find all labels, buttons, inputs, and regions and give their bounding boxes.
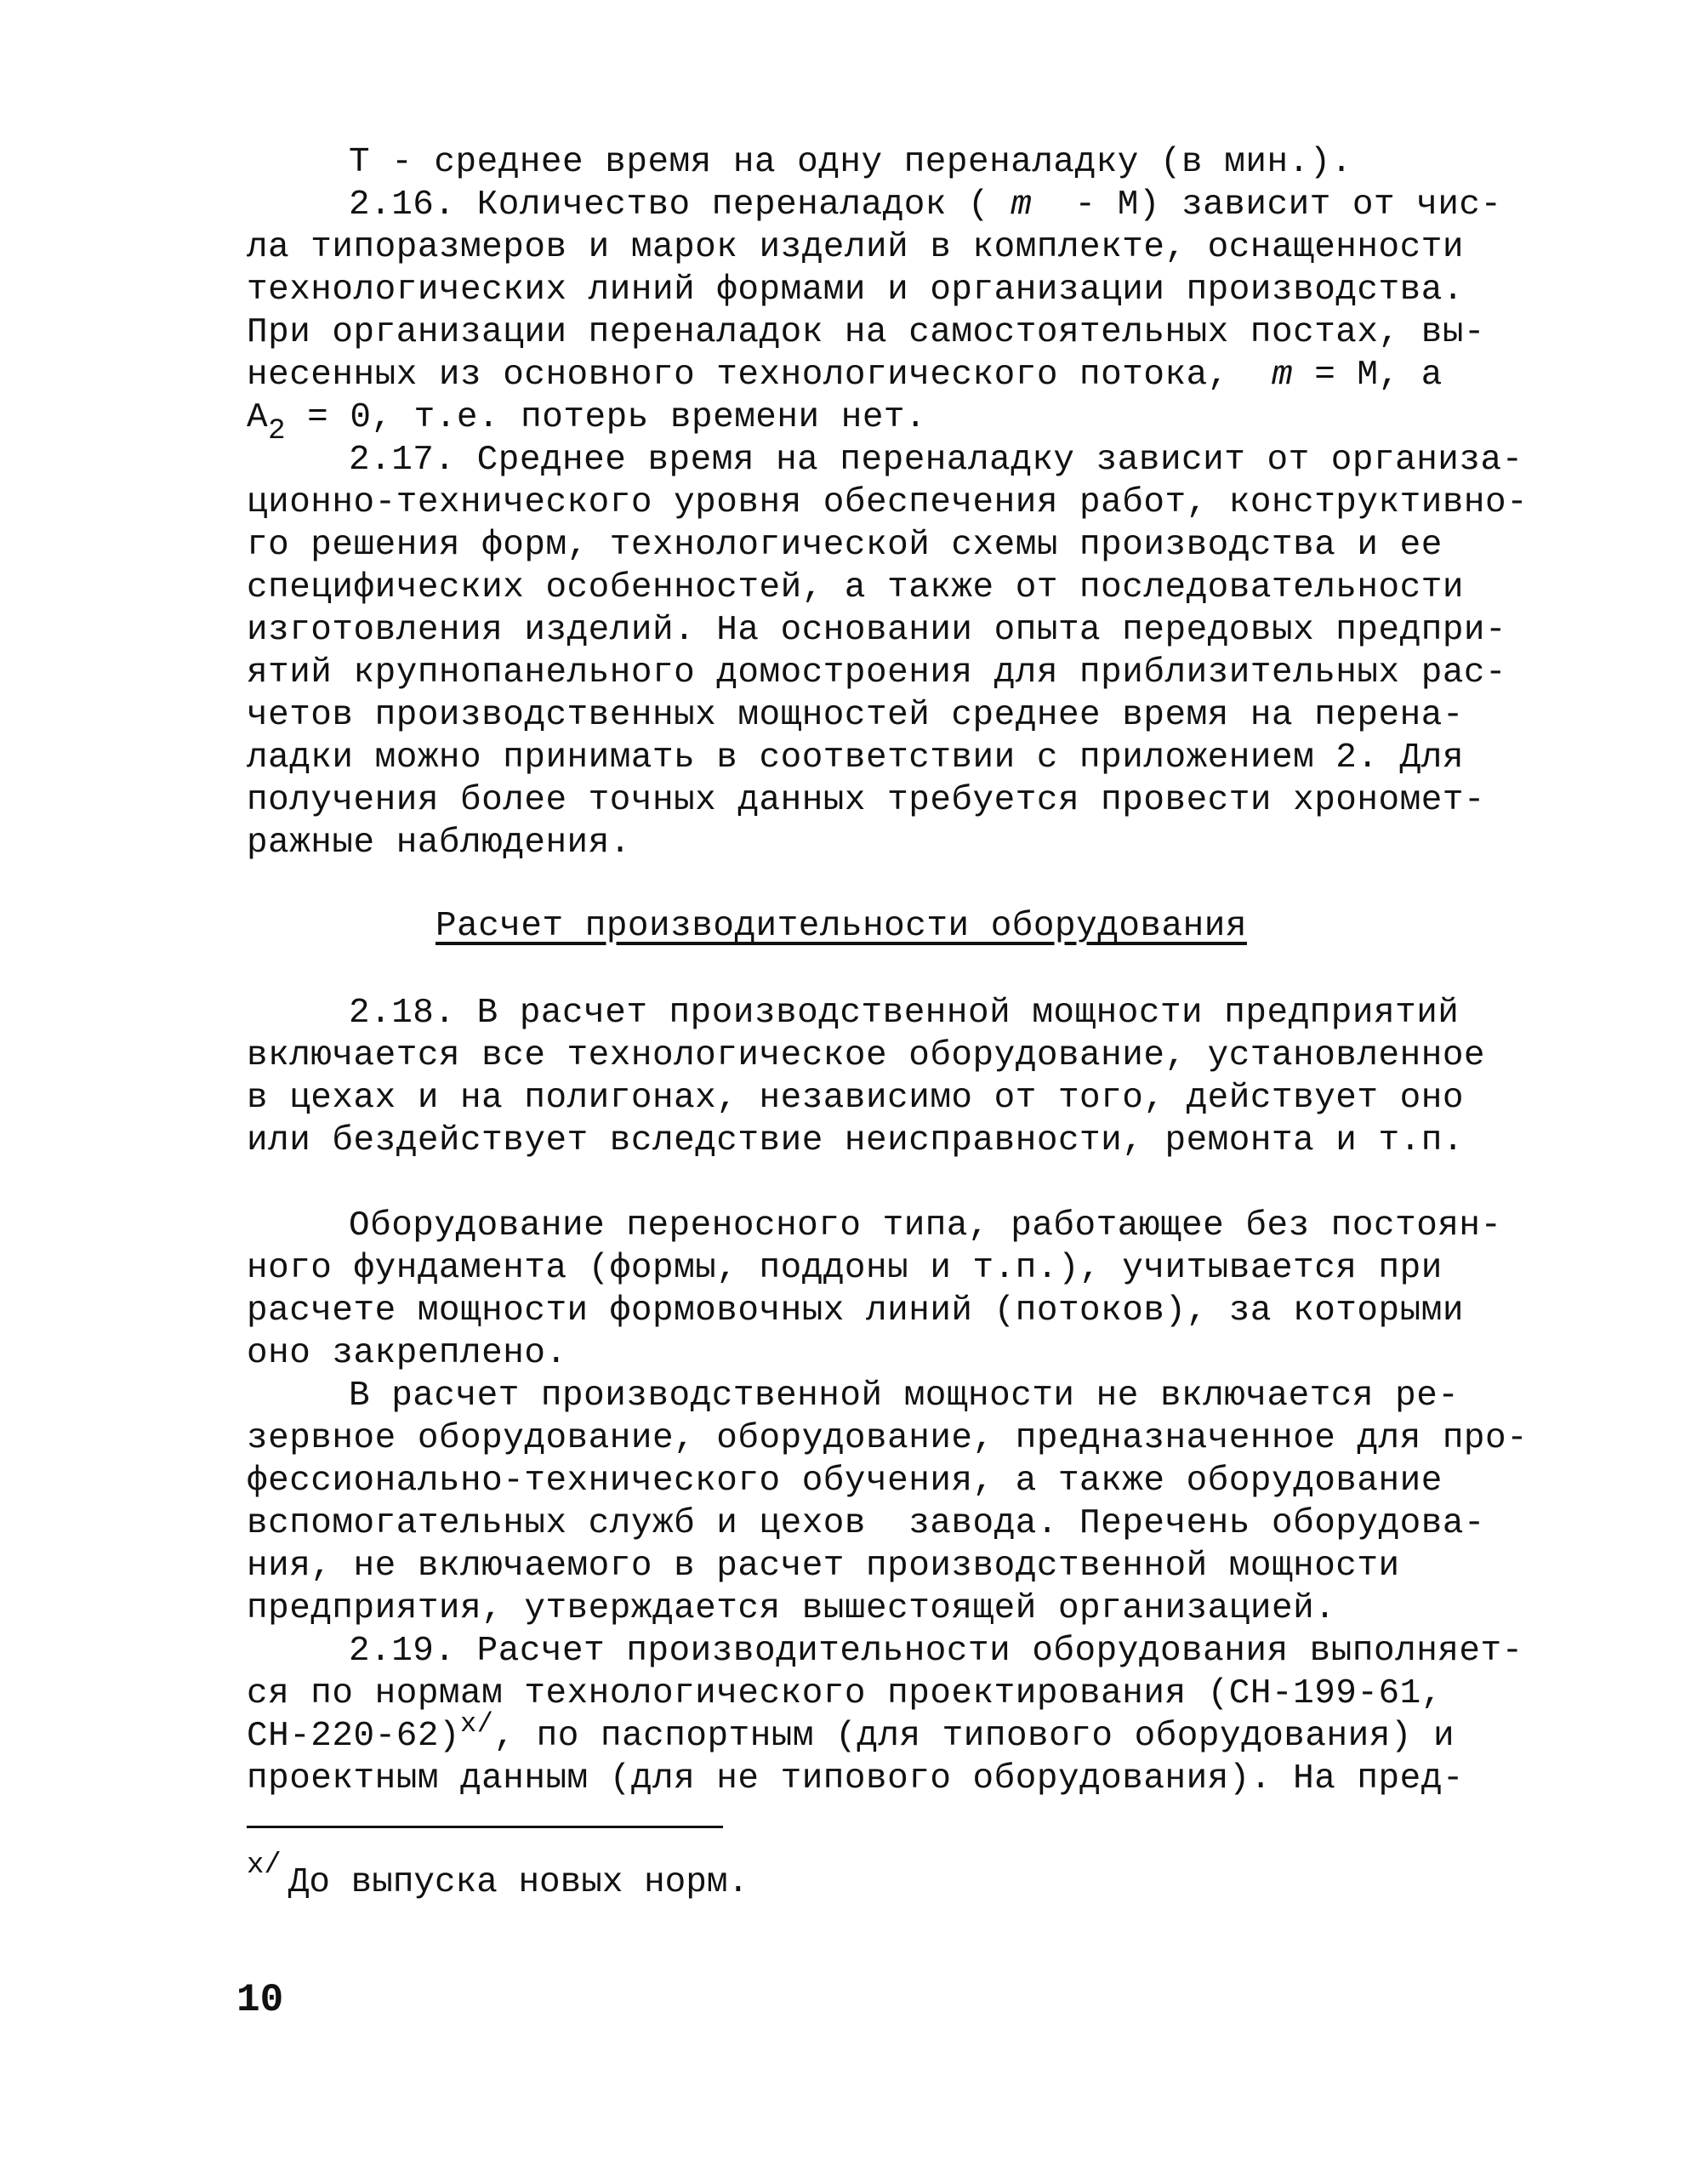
text-fragment: 2.16. Количество переналадок ( — [349, 185, 1011, 225]
text-fragment: = 0, т.е. потерь времени нет. — [286, 398, 927, 437]
text-line: зервное оборудование, оборудование, предназначенное для про- — [247, 1419, 1529, 1458]
text-line: Оборудование переносного типа, работающее без постоян- — [349, 1206, 1502, 1245]
text-line: ла типоразмеров и марок изделий в комплекте, оснащенности — [247, 228, 1464, 267]
subscript: 2 — [268, 415, 287, 447]
text-fragment: = М, а — [1293, 356, 1443, 395]
text-line: или бездействует вследствие неисправности, ремонта и т.п. — [247, 1121, 1464, 1160]
text-line: проектным данным (для не типового оборудования). На пред- — [247, 1759, 1464, 1798]
text-line: ционно-технического уровня обеспечения работ, конструктивно- — [247, 483, 1529, 522]
page-number: 10 — [236, 1978, 284, 2022]
text-line: четов производственных мощностей среднее время на перена- — [247, 696, 1464, 735]
text-line: ного фундамента (формы, поддоны и т.п.), учитывается при — [247, 1249, 1443, 1288]
section-heading: Расчет производительности оборудования — [436, 907, 1247, 946]
text-fragment: СН-220-62) — [247, 1717, 461, 1756]
text-fragment: , по паспортным (для типового оборудования) и — [493, 1717, 1455, 1756]
text-fragment: А — [247, 398, 269, 437]
footnote-mark: х/ — [247, 1849, 282, 1882]
text-line: технологических линий формами и организации производства. — [247, 271, 1464, 310]
text-line: включается все технологическое оборудование, установленное — [247, 1036, 1486, 1075]
footnote-reference: х/ — [460, 1708, 494, 1740]
text-line: 2.17. Среднее время на переналадку зависит от организа- — [349, 441, 1523, 480]
text-line: ладки можно принимать в соответствии с приложением 2. Для — [247, 738, 1464, 778]
text-line: В расчет производственной мощности не включается ре- — [349, 1376, 1460, 1416]
text-line: го решения форм, технологической схемы производства и ее — [247, 526, 1443, 565]
text-line: ражные наблюдения. — [247, 824, 631, 863]
footnote-text: До выпуска новых норм. — [288, 1863, 749, 1902]
text-line: изготовления изделий. На основании опыта передовых предпри- — [247, 611, 1507, 650]
text-line: Т - среднее время на одну переналадку (в мин.). — [349, 143, 1352, 182]
text-line: в цехах и на полигонах, независимо от того, действует оно — [247, 1079, 1464, 1118]
text-line — [247, 396, 927, 447]
text-fragment: несенных из основного технологического потока, — [247, 356, 1272, 395]
text-line: ния, не включаемого в расчет производственной мощности — [247, 1547, 1400, 1586]
text-line — [247, 1708, 1455, 1759]
text-line: получения более точных данных требуется провести хрономет- — [247, 781, 1486, 820]
text-line: оно закреплено. — [247, 1334, 567, 1373]
footnote-divider — [247, 1826, 723, 1828]
text-line — [349, 184, 1502, 226]
text-line: ятий крупнопанельного домостроения для приблизительных рас- — [247, 653, 1507, 692]
text-line: ся по нормам технологического проектирования (СН-199-61, — [247, 1674, 1443, 1713]
text-line: специфических особенностей, а также от последовательности — [247, 568, 1464, 607]
variable-m: m — [1272, 356, 1294, 395]
footnote — [247, 1849, 749, 1906]
text-line: 2.18. В расчет производственной мощности предприятий — [349, 994, 1460, 1033]
text-line: 2.19. Расчет производительности оборудования выполняет- — [349, 1632, 1523, 1671]
variable-m: m — [1011, 185, 1033, 225]
text-line: расчете мощности формовочных линий (потоков), за которыми — [247, 1291, 1464, 1331]
text-line: предприятия, утверждается вышестоящей организацией. — [247, 1589, 1336, 1628]
text-fragment: - М) зависит от чис- — [1032, 185, 1502, 225]
text-line: вспомогательных служб и цехов завода. Перечень оборудова- — [247, 1504, 1486, 1543]
text-line: При организации переналадок на самостоятельных постах, вы- — [247, 313, 1486, 352]
text-line: фессионально-технического обучения, а также оборудование — [247, 1462, 1443, 1501]
text-line — [247, 354, 1443, 396]
